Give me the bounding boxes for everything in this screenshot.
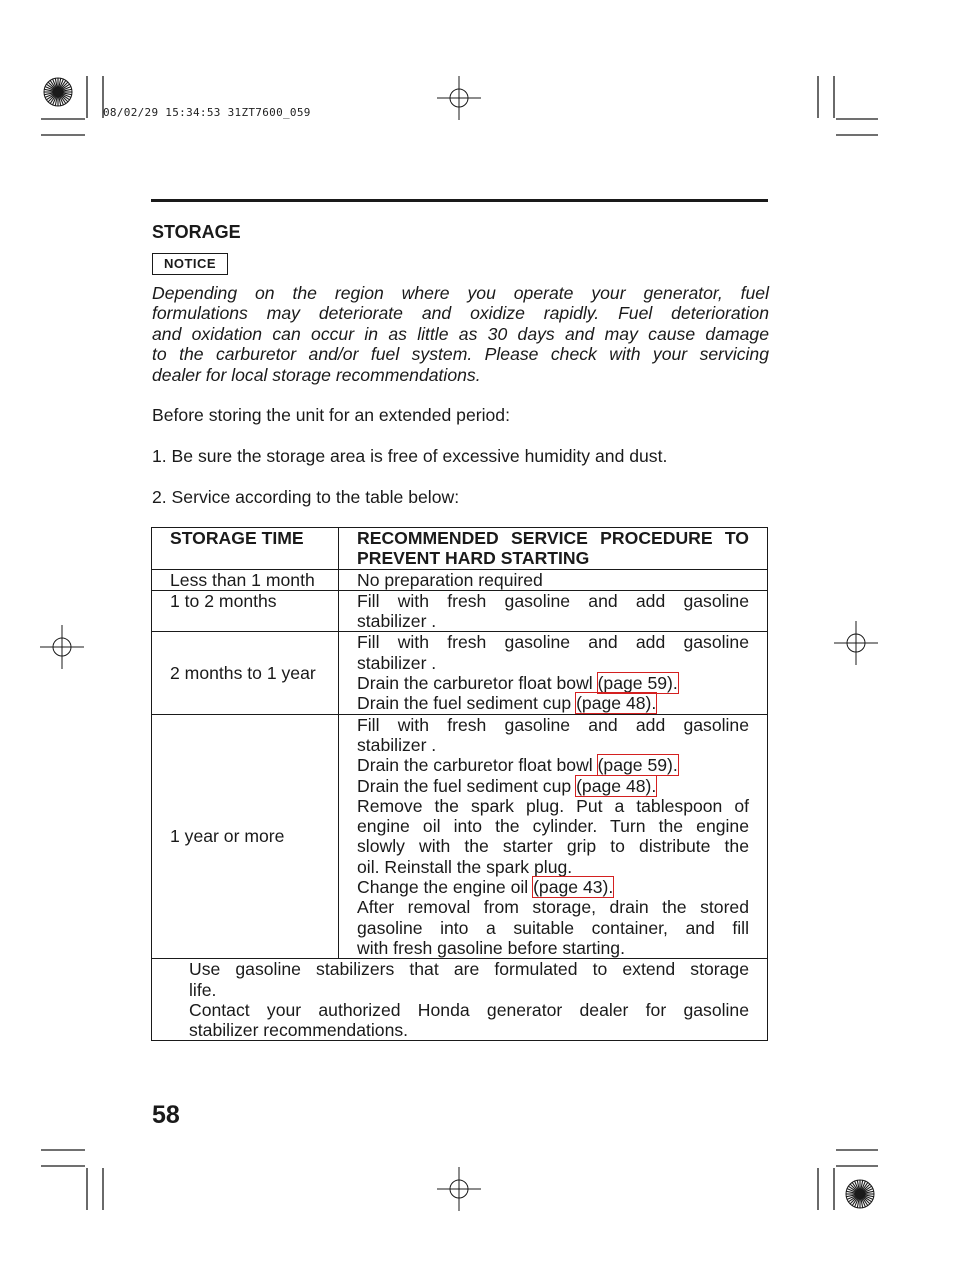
header-procedure: RECOMMENDED SERVICE PROCEDURE TO PREVENT HARD STARTING [339,528,768,570]
step-item: 1. Be sure the storage area is free of excessive humidity and dust. [152,446,668,466]
page-link[interactable]: (page 48). [576,693,657,714]
table-footnote-row [152,959,768,1041]
procedure-cell: Fill with fresh gasoline and add gasoline stabilizer . [339,590,768,632]
table-row [152,714,768,959]
storage-time-cell: Less than 1 month [152,569,339,590]
table-row [152,632,768,714]
page-link[interactable]: (page 43). [533,877,614,898]
notice-text [152,283,769,385]
notice-line: and oxidation can occur in as little as 30 days and may cause damage [152,323,769,344]
notice-line: to the carburetor and/or fuel system. Please check with your servicing [152,344,769,365]
print-stamp: 08/02/29 15:34:53 31ZT7600_059 [103,106,311,119]
notice-line: Depending on the region where you operate your generator, fuel [152,283,769,303]
procedure-cell: Fill with fresh gasoline and add gasoline stabilizer . Drain the carburetor float bowl (page 59). Drain the fuel sediment cup (page 48). Remove the spark plug. Put a tablespoon of engine oil into the cylinder. Turn the engine slowly with the starter grip to distribute the oil. Reinstall the spark plug. Change the engine oil (page 43). After removal from storage, drain the stored gasoline into a suitable container, and fill with fresh gasoline before starting. [339,714,768,959]
page-link[interactable]: (page 48). [576,775,657,796]
notice-label: NOTICE [152,253,228,275]
storage-time-cell: 2 months to 1 year [152,632,339,714]
page-link[interactable]: (page 59). [597,673,678,694]
table-header-row [152,528,768,570]
storage-time-cell: 1 to 2 months [152,590,339,632]
page-number: 58 [152,1101,180,1129]
page-link[interactable]: (page 59). [597,755,678,776]
procedure-cell: Fill with fresh gasoline and add gasoline stabilizer . Drain the carburetor float bowl (page 59). Drain the fuel sediment cup (page 48). [339,632,768,714]
storage-table [151,527,768,1041]
header-storage-time: STORAGE TIME [152,528,339,570]
footnote-cell: Use gasoline stabilizers that are formulated to extend storage life. Contact your authorized Honda generator dealer for gasoline stabilizer recommendations. [152,959,768,1041]
step-item: 2. Service according to the table below: [152,487,460,507]
section-title: STORAGE [152,222,241,242]
intro-text: Before storing the unit for an extended period: [152,405,510,425]
procedure-cell: No preparation required [339,569,768,590]
notice-line: formulations may deteriorate and oxidize rapidly. Fuel deterioration [152,303,769,324]
notice-line: dealer for local storage recommendations. [152,364,481,385]
table-row [152,569,768,590]
section-rule [151,199,768,202]
storage-time-cell: 1 year or more [152,714,339,959]
table-row [152,590,768,632]
